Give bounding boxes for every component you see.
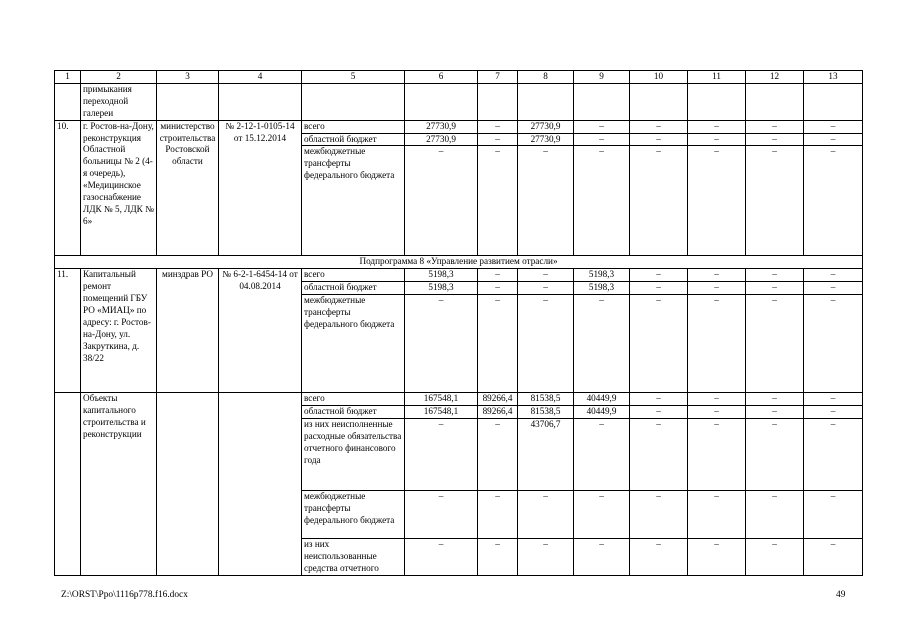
value-cell: – bbox=[478, 418, 518, 490]
value-cell: 27730,9 bbox=[518, 120, 574, 133]
value-cell: – bbox=[630, 295, 688, 393]
value-cell: – bbox=[804, 538, 863, 575]
value-cell: – bbox=[574, 538, 630, 575]
table-row bbox=[55, 393, 863, 406]
source-label: областной бюджет bbox=[302, 282, 405, 295]
value-cell: – bbox=[574, 133, 630, 146]
value-cell: – bbox=[630, 282, 688, 295]
value-cell: – bbox=[746, 393, 804, 406]
value-cell: – bbox=[518, 282, 574, 295]
value-cell: – bbox=[804, 120, 863, 133]
value-cell: – bbox=[630, 133, 688, 146]
header-cell: 11 bbox=[688, 71, 746, 84]
object-name: Капитальный ремонт помещений ГБУ РО «МИАЦ» по адресу: г. Ростов-на-Дону, ул. Закруткина, д. 38/22 bbox=[81, 269, 157, 393]
value-cell: 5198,3 bbox=[405, 282, 478, 295]
value-cell: 89266,4 bbox=[478, 393, 518, 406]
value-cell: – bbox=[804, 282, 863, 295]
value-cell: – bbox=[478, 133, 518, 146]
value-cell: 5198,3 bbox=[405, 269, 478, 282]
document-ref: № 2-12-1-0105-14 от 15.12.2014 bbox=[219, 120, 302, 256]
value-cell: 81538,5 bbox=[518, 406, 574, 419]
value-cell: – bbox=[630, 538, 688, 575]
value-cell: – bbox=[688, 269, 746, 282]
value-cell: – bbox=[574, 120, 630, 133]
value-cell: – bbox=[746, 133, 804, 146]
source-label: межбюджетные трансферты федерального бюджета bbox=[302, 146, 405, 256]
value-cell: 27730,9 bbox=[405, 133, 478, 146]
value-cell: 5198,3 bbox=[574, 269, 630, 282]
table-row bbox=[55, 83, 863, 120]
value-cell: – bbox=[630, 146, 688, 256]
header-cell: 1 bbox=[55, 71, 81, 84]
value-cell: – bbox=[688, 120, 746, 133]
header-cell: 2 bbox=[81, 71, 157, 84]
header-cell: 9 bbox=[574, 71, 630, 84]
value-cell: – bbox=[746, 295, 804, 393]
source-label: из них неисполненные расходные обязательства отчетного финансового года bbox=[302, 418, 405, 490]
object-name: примыкания переходной галереи bbox=[81, 83, 157, 120]
value-cell: – bbox=[478, 490, 518, 538]
value-cell: – bbox=[688, 490, 746, 538]
executor: минздрав РО bbox=[157, 269, 219, 393]
value-cell: – bbox=[804, 295, 863, 393]
object-name: Объекты капитального строительства и реконструкции bbox=[81, 393, 157, 576]
value-cell: 40449,9 bbox=[574, 406, 630, 419]
value-cell: – bbox=[688, 282, 746, 295]
source-label: всего bbox=[302, 269, 405, 282]
item-number: 10. bbox=[55, 120, 81, 256]
value-cell: – bbox=[746, 538, 804, 575]
file-path: Z:\ORST\Ppo\1116p778.f16.docx bbox=[61, 590, 188, 600]
value-cell: – bbox=[746, 146, 804, 256]
value-cell: – bbox=[405, 538, 478, 575]
value-cell: 27730,9 bbox=[405, 120, 478, 133]
value-cell: 167548,1 bbox=[405, 393, 478, 406]
table-row bbox=[55, 269, 863, 282]
source-label: межбюджетные трансферты федерального бюджета bbox=[302, 490, 405, 538]
header-cell: 3 bbox=[157, 71, 219, 84]
table-row bbox=[55, 256, 863, 269]
value-cell: – bbox=[518, 538, 574, 575]
value-cell: – bbox=[478, 120, 518, 133]
header-cell: 7 bbox=[478, 71, 518, 84]
value-cell: – bbox=[804, 269, 863, 282]
value-cell: – bbox=[746, 406, 804, 419]
value-cell: – bbox=[518, 490, 574, 538]
item-number: 11. bbox=[55, 269, 81, 393]
value-cell: – bbox=[804, 490, 863, 538]
value-cell: – bbox=[804, 133, 863, 146]
value-cell: 27730,9 bbox=[518, 133, 574, 146]
header-cell: 4 bbox=[219, 71, 302, 84]
value-cell: – bbox=[746, 418, 804, 490]
value-cell: – bbox=[630, 490, 688, 538]
value-cell: – bbox=[630, 418, 688, 490]
value-cell: – bbox=[630, 120, 688, 133]
executor: министерство строительства Ростовской области bbox=[157, 120, 219, 256]
value-cell: – bbox=[518, 146, 574, 256]
value-cell: 43706,7 bbox=[518, 418, 574, 490]
value-cell: – bbox=[688, 146, 746, 256]
header-cell: 12 bbox=[746, 71, 804, 84]
value-cell: – bbox=[405, 490, 478, 538]
table-row bbox=[55, 120, 863, 133]
value-cell: – bbox=[478, 269, 518, 282]
value-cell: – bbox=[574, 146, 630, 256]
header-cell: 8 bbox=[518, 71, 574, 84]
header-cell: 13 bbox=[804, 71, 863, 84]
value-cell: – bbox=[688, 538, 746, 575]
budget-table bbox=[54, 70, 863, 576]
value-cell: – bbox=[478, 295, 518, 393]
document-ref: № 6-2-1-6454-14 от 04.08.2014 bbox=[219, 269, 302, 393]
subprogram-title: Подпрограмма 8 «Управление развитием отрасли» bbox=[55, 256, 863, 269]
value-cell: – bbox=[746, 490, 804, 538]
value-cell: – bbox=[804, 146, 863, 256]
value-cell: 81538,5 bbox=[518, 393, 574, 406]
page-number: 49 bbox=[836, 590, 846, 600]
value-cell: – bbox=[574, 418, 630, 490]
object-name: г. Ростов-на-Дону, реконструкция Областной больницы № 2 (4-я очередь), «Медицинское газоснабжение ЛДК № 5, ЛДК № 6» bbox=[81, 120, 157, 256]
value-cell: – bbox=[804, 418, 863, 490]
value-cell: – bbox=[405, 418, 478, 490]
value-cell: – bbox=[746, 269, 804, 282]
source-label: из них неиспользованные средства отчетного bbox=[302, 538, 405, 575]
header-row bbox=[55, 71, 863, 84]
value-cell: – bbox=[630, 269, 688, 282]
header-cell: 5 bbox=[302, 71, 405, 84]
value-cell: 167548,1 bbox=[405, 406, 478, 419]
value-cell: – bbox=[746, 282, 804, 295]
source-label: межбюджетные трансферты федерального бюджета bbox=[302, 295, 405, 393]
source-label: областной бюджет bbox=[302, 133, 405, 146]
value-cell: – bbox=[574, 295, 630, 393]
value-cell: – bbox=[688, 133, 746, 146]
value-cell: 40449,9 bbox=[574, 393, 630, 406]
value-cell: – bbox=[405, 295, 478, 393]
value-cell: – bbox=[518, 269, 574, 282]
value-cell: – bbox=[574, 490, 630, 538]
value-cell: – bbox=[746, 120, 804, 133]
value-cell: – bbox=[688, 295, 746, 393]
value-cell: – bbox=[804, 393, 863, 406]
value-cell: – bbox=[688, 418, 746, 490]
header-cell: 10 bbox=[630, 71, 688, 84]
value-cell: – bbox=[478, 538, 518, 575]
value-cell: – bbox=[478, 146, 518, 256]
value-cell: – bbox=[518, 295, 574, 393]
value-cell: – bbox=[804, 406, 863, 419]
value-cell: 89266,4 bbox=[478, 406, 518, 419]
value-cell: – bbox=[688, 393, 746, 406]
source-label: всего bbox=[302, 393, 405, 406]
value-cell: – bbox=[405, 146, 478, 256]
value-cell: – bbox=[630, 406, 688, 419]
value-cell: – bbox=[630, 393, 688, 406]
value-cell: 5198,3 bbox=[574, 282, 630, 295]
source-label: всего bbox=[302, 120, 405, 133]
header-cell: 6 bbox=[405, 71, 478, 84]
value-cell: – bbox=[688, 406, 746, 419]
source-label: областной бюджет bbox=[302, 406, 405, 419]
value-cell: – bbox=[478, 282, 518, 295]
